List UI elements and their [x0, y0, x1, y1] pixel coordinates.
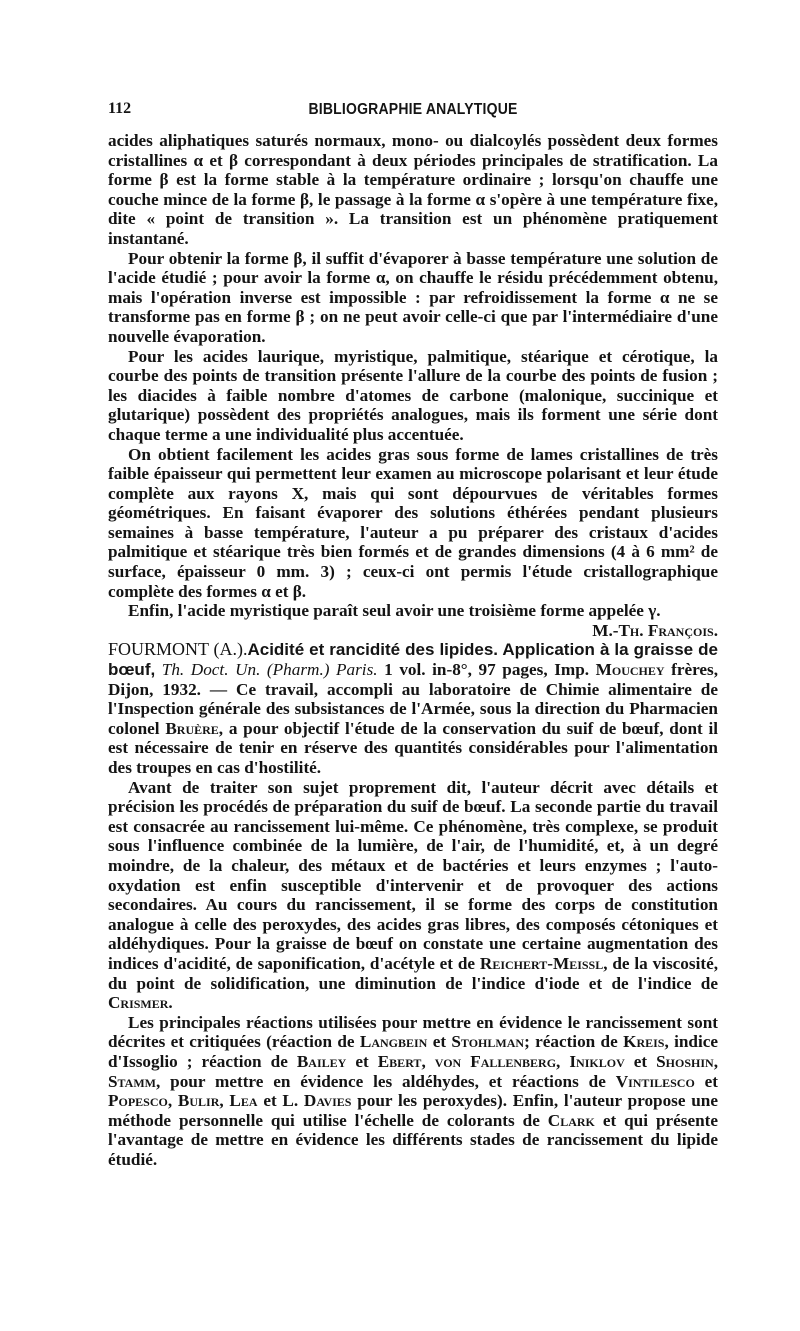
text-span: et L. — [263, 1091, 299, 1111]
text-span: Avant de traiter son sujet proprement dit, l'auteur décrit avec détails et précision les procédés de préparation du suif de bœuf. La seconde partie du travail est consacrée au rancissement lui-même. Ce phénomène, très complexe, se produit sous l'influence combinée de la lumière, de l'air, de l'humidité, et, à un degré moindre, de la chaleur, des métaux et de bactéries et leurs enzymes ; l'auto-oxydation est enfin susceptible d'intervenir et de provoquer des actions secondaires. Au cours du rancissement, il se forme des corps de constitution analogue à celle des peroxydes, des acides gras libres, des composés cétoniques et aldéhydiques. Pour la graisse de bœuf on constate une certaine augmentation des indices d'acidité, de saponification, d'acétyle et de — [108, 777, 718, 973]
paragraph-reactions — [108, 1013, 718, 1170]
text-span: Les principales réactions utilisées pour mettre en évidence le rancissement sont décrites et critiquées (réaction de — [108, 1012, 718, 1052]
author-name: Lea — [229, 1091, 258, 1111]
paragraph-transition-curve: Pour les acides laurique, myristique, palmitique, stéarique et cérotique, la courbe des points de transition présente l'allure de la courbe des points de fusion ; les diacides à faible nombre d'atomes de carbone (malonique, succinique et glutarique) possèdent des propriétés analogues, mais ils forment une série dont chaque terme a une individualité plus accentuée. — [108, 346, 718, 444]
entry-title: Acidité et rancidité des lipides. Application à la graisse de bœuf, — [108, 640, 718, 680]
author-name: Crismer — [108, 993, 169, 1013]
author-name: Stamm — [108, 1071, 156, 1091]
bibliographic-entry — [108, 640, 718, 777]
author-name: Stohlman — [451, 1032, 525, 1052]
review-signature: M.-Th. François. — [592, 620, 718, 640]
author-name: Bailey — [296, 1051, 347, 1071]
text-span: , — [219, 1091, 224, 1111]
text-span: et qui présente l'avantage de mettre en évidence les différents stades de rancissement du lipide étudié. — [108, 1110, 719, 1169]
author-name: Ebert — [377, 1051, 422, 1071]
entry-summary: frères, Dijon, 1932. — Ce travail, accompli au laboratoire de Chimie alimentaire de l'Inspection générale des subsistances de l'Armée, sous la direction du Pharmacien colonel — [108, 660, 719, 738]
entry-summary-end: , a pour objectif l'étude de la conservation du suif de bœuf, dont il est nécessaire de tenir en réserve des quantités considérables pour l'alimentation des troupes en cas d'hostilité. — [108, 718, 719, 777]
author-name: Kreis — [623, 1032, 665, 1052]
text-span: , — [421, 1051, 426, 1071]
author-name: Vintilesco — [615, 1071, 695, 1091]
page-header — [108, 100, 718, 122]
paragraph-myristic: Enfin, l'acide myristique paraît seul avoir une troisième forme appelée γ. — [128, 601, 661, 621]
entry-degree: Th. Doct. Un. (Pharm.) Paris. — [161, 660, 378, 680]
entry-author: FOURMONT (A.). — [108, 639, 248, 660]
author-name: Popesco — [108, 1091, 168, 1111]
author-name: Davies — [303, 1091, 352, 1111]
text-span: , — [713, 1051, 718, 1071]
author-name: von Fallenberg, Iniklov — [434, 1051, 625, 1071]
paragraph-forms: acides aliphatiques saturés normaux, mono- ou dialcoylés possèdent deux formes cristallines α et β correspondant à deux périodes principales de stratification. La forme β est la forme stable à la température ordinaire ; lorsqu'on chauffe une couche mince de la forme β, le passage à la forme α s'opère à une température fixe, dite « point de transition ». La transition est un phénomène pratiquement instantané. — [108, 131, 718, 248]
paragraph-rancidity — [108, 778, 718, 1013]
body-text — [108, 131, 718, 1169]
author-name: Clark — [547, 1110, 595, 1130]
text-span: et — [432, 1032, 447, 1052]
entry-director: Bruère — [165, 718, 219, 738]
running-title: BIBLIOGRAPHIE ANALYTIQUE — [308, 98, 518, 118]
author-name: Langbein — [359, 1032, 428, 1052]
paragraph-evaporation: Pour obtenir la forme β, il suffit d'évaporer à basse température une solution de l'acide étudié ; pour avoir la forme α, on chauffe le résidu précédemment obtenu, mais l'opération inverse est impossible : par refroidissement la forme α ne se transforme pas en forme β ; on ne peut avoir celle-ci que par l'intermédiaire d'une nouvelle évaporation. — [108, 248, 718, 346]
text-span: , — [167, 1091, 173, 1111]
page-number: 112 — [108, 100, 132, 117]
paragraph-crystals: On obtient facilement les acides gras sous forme de lames cristallines de très faible épaisseur qui permettent leur examen au microscope polarisant et leur étude complète aux rayons X, mais qui sont dépourvues de véritables formes géométriques. En faisant évaporer des solutions éthérées pendant plusieurs semaines à basse température, l'auteur a pu préparer des cristaux d'acides palmitique et stéarique très bien formés et de grandes dimensions (4 à 6 mm² de surface, épaisseur 0 mm. 3) ; ceux-ci ont permis l'étude cristallographique complète des formes α et β. — [108, 444, 718, 601]
text-span: et — [704, 1071, 719, 1091]
text-span: et — [633, 1051, 648, 1071]
author-name: Reichert-Meissl — [479, 953, 604, 973]
entry-printer: Mouchey — [595, 660, 665, 680]
text-span: . — [168, 993, 173, 1013]
text-span: , indice d'Issoglio ; réaction de — [108, 1032, 719, 1071]
text-span: , pour mettre en évidence les aldéhydes, et réactions de — [156, 1071, 606, 1091]
text-span: et — [355, 1051, 369, 1071]
author-name: Bulir — [177, 1091, 220, 1111]
text-span: pour les peroxydes). Enfin, l'auteur propose une méthode personnelle qui utilise l'échelle de colorants de — [108, 1091, 718, 1130]
author-name: Shoshin — [656, 1051, 714, 1071]
text-span: ; réaction de — [524, 1032, 618, 1052]
entry-details: 1 vol. in-8°, 97 pages, Imp. — [384, 660, 590, 680]
text-span: , de la viscosité, du point de solidification, une diminution de l'indice d'iode et de l'indice de — [108, 953, 718, 993]
